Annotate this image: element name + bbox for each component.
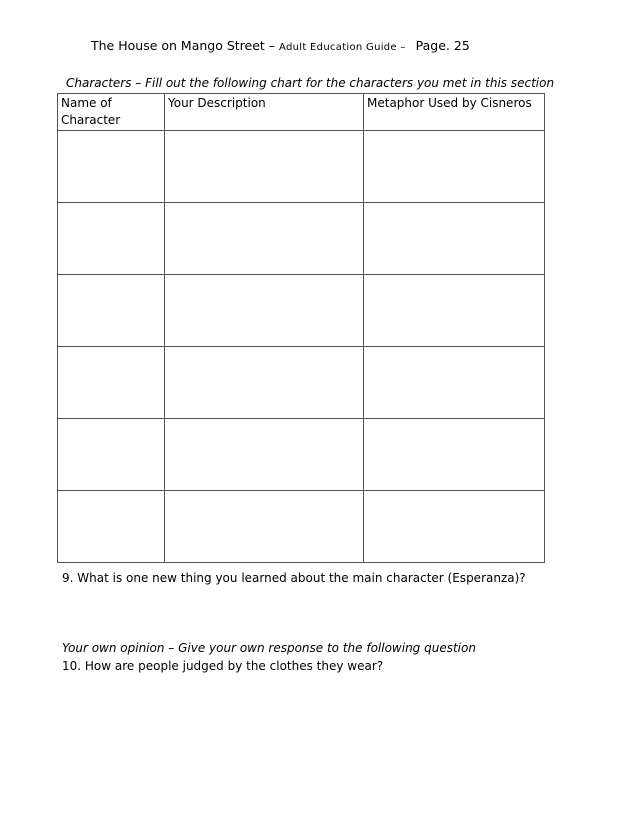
cell-name[interactable] [58, 491, 165, 563]
cell-description[interactable] [165, 347, 364, 419]
cell-description[interactable] [165, 131, 364, 203]
table-row [58, 203, 545, 275]
header-page-number: Page. 25 [415, 38, 470, 53]
cell-description[interactable] [165, 419, 364, 491]
table-row [58, 275, 545, 347]
table-row [58, 491, 545, 563]
cell-name[interactable] [58, 131, 165, 203]
character-chart [57, 93, 545, 563]
table-row [58, 419, 545, 491]
opinion-heading: Your own opinion – Give your own response to the following question [62, 641, 476, 655]
header-title: The House on Mango Street – [91, 38, 276, 53]
cell-metaphor[interactable] [364, 347, 545, 419]
header-metaphor: Metaphor Used by Cisneros [364, 94, 545, 131]
chart-instructions: Characters – Fill out the following chart for the characters you met in this section [66, 76, 555, 90]
question-10: 10. How are people judged by the clothes they wear? [62, 659, 384, 673]
header-name-of-character: Name of Character [58, 94, 165, 131]
cell-metaphor[interactable] [364, 131, 545, 203]
header-guide: Adult Education Guide – [279, 42, 406, 53]
chart-header-row [58, 94, 545, 131]
cell-name[interactable] [58, 419, 165, 491]
cell-metaphor[interactable] [364, 203, 545, 275]
table-row [58, 347, 545, 419]
cell-description[interactable] [165, 491, 364, 563]
cell-metaphor[interactable] [364, 275, 545, 347]
cell-name[interactable] [58, 203, 165, 275]
cell-description[interactable] [165, 275, 364, 347]
page-header [91, 38, 470, 53]
cell-description[interactable] [165, 203, 364, 275]
header-your-description: Your Description [165, 94, 364, 131]
table-row [58, 131, 545, 203]
cell-name[interactable] [58, 275, 165, 347]
cell-name[interactable] [58, 347, 165, 419]
cell-metaphor[interactable] [364, 419, 545, 491]
question-9: 9. What is one new thing you learned about the main character (Esperanza)? [62, 571, 526, 585]
cell-metaphor[interactable] [364, 491, 545, 563]
